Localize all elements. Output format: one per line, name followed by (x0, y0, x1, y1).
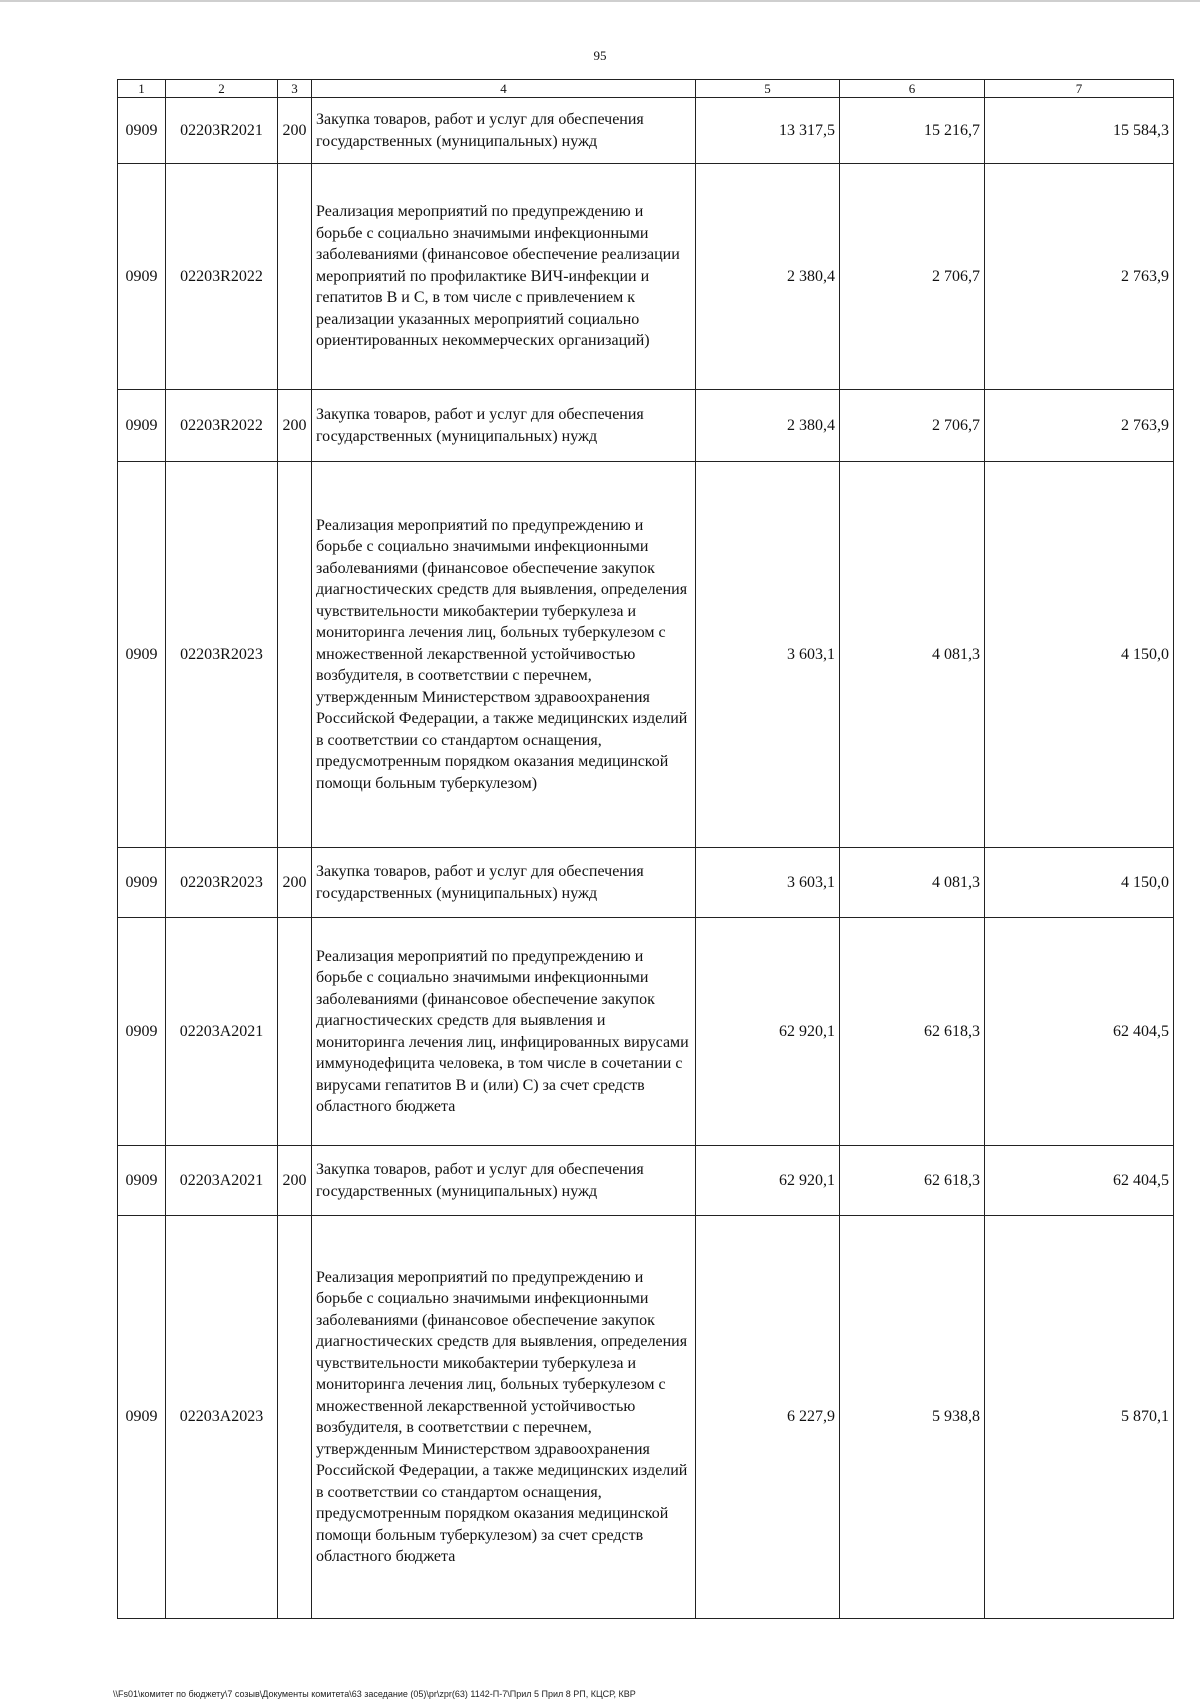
expense-type-cell (278, 462, 312, 848)
amount-col7-cell: 15 584,3 (985, 98, 1174, 164)
expense-type-cell: 200 (278, 390, 312, 462)
table-row (118, 98, 1174, 164)
amount-col7-cell: 4 150,0 (985, 848, 1174, 918)
amount-col7-cell: 4 150,0 (985, 462, 1174, 848)
target-article-cell: 02203A2021 (166, 1146, 278, 1216)
name-cell: Реализация мероприятий по предупреждению и борьбе с социально значимыми инфекционными заболеваниями (финансовое обеспечение закупок диагностических средств для выявления и мониторинга лечения лиц, инфицированных вирусами иммунодефицита человека, в том числе в сочетании с вирусами гепатитов B и (или) C) за счет средств областного бюджета (312, 918, 696, 1146)
amount-col5-cell: 2 380,4 (696, 390, 840, 462)
amount-col7-cell: 62 404,5 (985, 1146, 1174, 1216)
amount-col6-cell: 62 618,3 (840, 1146, 985, 1216)
column-number: 2 (166, 80, 278, 98)
expense-type-cell (278, 918, 312, 1146)
amount-col7-cell: 2 763,9 (985, 390, 1174, 462)
table-row (118, 390, 1174, 462)
footer-file-path: \\Fs01\комитет по бюджету\7 созыв\Документы комитета\63 заседание (05)\pr\zpr(63) 1142-П-7\Прил 5 Прил 8 РП, КЦСР, КВР (113, 1689, 636, 1699)
name-cell: Закупка товаров, работ и услуг для обеспечения государственных (муниципальных) нужд (312, 848, 696, 918)
name-cell: Закупка товаров, работ и услуг для обеспечения государственных (муниципальных) нужд (312, 98, 696, 164)
amount-col6-cell: 2 706,7 (840, 164, 985, 390)
amount-col6-cell: 15 216,7 (840, 98, 985, 164)
column-number: 7 (985, 80, 1174, 98)
table-row (118, 462, 1174, 848)
section-code-cell: 0909 (118, 98, 166, 164)
amount-col5-cell: 3 603,1 (696, 848, 840, 918)
section-code-cell: 0909 (118, 164, 166, 390)
expense-type-cell: 200 (278, 848, 312, 918)
target-article-cell: 02203R2022 (166, 390, 278, 462)
amount-col6-cell: 4 081,3 (840, 848, 985, 918)
column-number: 6 (840, 80, 985, 98)
amount-col6-cell: 2 706,7 (840, 390, 985, 462)
target-article-cell: 02203R2023 (166, 848, 278, 918)
table-row (118, 1216, 1174, 1619)
expense-type-cell (278, 164, 312, 390)
expense-type-cell (278, 1216, 312, 1619)
amount-col5-cell: 6 227,9 (696, 1216, 840, 1619)
name-cell: Реализация мероприятий по предупреждению и борьбе с социально значимыми инфекционными заболеваниями (финансовое обеспечение закупок диагностических средств для выявления, определения чувствительности микобактерии туберкулеза и мониторинга лечения лиц, больных туберкулезом с множественной лекарственной устойчивостью возбудителя, в соответствии с перечнем, утвержденным Министерством здравоохранения Российской Федерации, а также медицинских изделий в соответствии со стандартом оснащения, предусмотренным порядком оказания медицинской помощи больным туберкулезом) (312, 462, 696, 848)
table-row (118, 1146, 1174, 1216)
expense-type-cell: 200 (278, 1146, 312, 1216)
amount-col6-cell: 5 938,8 (840, 1216, 985, 1619)
name-cell: Реализация мероприятий по предупреждению и борьбе с социально значимыми инфекционными заболеваниями (финансовое обеспечение реализации мероприятий по профилактике ВИЧ-инфекции и гепатитов B и C, в том числе с привлечением к реализации указанных мероприятий социально ориентированных некоммерческих организаций) (312, 164, 696, 390)
section-code-cell: 0909 (118, 1146, 166, 1216)
amount-col5-cell: 3 603,1 (696, 462, 840, 848)
expense-type-cell: 200 (278, 98, 312, 164)
name-cell: Закупка товаров, работ и услуг для обеспечения государственных (муниципальных) нужд (312, 390, 696, 462)
column-number-row (118, 80, 1174, 98)
amount-col5-cell: 62 920,1 (696, 1146, 840, 1216)
section-code-cell: 0909 (118, 918, 166, 1146)
amount-col6-cell: 62 618,3 (840, 918, 985, 1146)
name-cell: Реализация мероприятий по предупреждению и борьбе с социально значимыми инфекционными заболеваниями (финансовое обеспечение закупок диагностических средств для выявления, определения чувствительности микобактерии туберкулеза и мониторинга лечения лиц, больных туберкулезом с множественной лекарственной устойчивостью возбудителя, в соответствии с перечнем, утвержденным Министерством здравоохранения Российской Федерации, а также медицинских изделий в соответствии со стандартом оснащения, предусмотренным порядком оказания медицинской помощи больным туберкулезом) за счет средств областного бюджета (312, 1216, 696, 1619)
name-cell: Закупка товаров, работ и услуг для обеспечения государственных (муниципальных) нужд (312, 1146, 696, 1216)
amount-col7-cell: 2 763,9 (985, 164, 1174, 390)
target-article-cell: 02203R2022 (166, 164, 278, 390)
amount-col7-cell: 62 404,5 (985, 918, 1174, 1146)
page-number: 95 (593, 48, 607, 63)
amount-col5-cell: 62 920,1 (696, 918, 840, 1146)
scan-edge (0, 0, 1200, 2)
section-code-cell: 0909 (118, 462, 166, 848)
amount-col5-cell: 13 317,5 (696, 98, 840, 164)
table-row (118, 918, 1174, 1146)
target-article-cell: 02203R2023 (166, 462, 278, 848)
amount-col6-cell: 4 081,3 (840, 462, 985, 848)
section-code-cell: 0909 (118, 848, 166, 918)
column-number: 5 (696, 80, 840, 98)
target-article-cell: 02203A2021 (166, 918, 278, 1146)
target-article-cell: 02203R2021 (166, 98, 278, 164)
amount-col7-cell: 5 870,1 (985, 1216, 1174, 1619)
column-number: 1 (118, 80, 166, 98)
budget-table (117, 79, 1174, 1619)
amount-col5-cell: 2 380,4 (696, 164, 840, 390)
column-number: 4 (312, 80, 696, 98)
table-row (118, 848, 1174, 918)
section-code-cell: 0909 (118, 390, 166, 462)
table-row (118, 164, 1174, 390)
section-code-cell: 0909 (118, 1216, 166, 1619)
target-article-cell: 02203A2023 (166, 1216, 278, 1619)
column-number: 3 (278, 80, 312, 98)
